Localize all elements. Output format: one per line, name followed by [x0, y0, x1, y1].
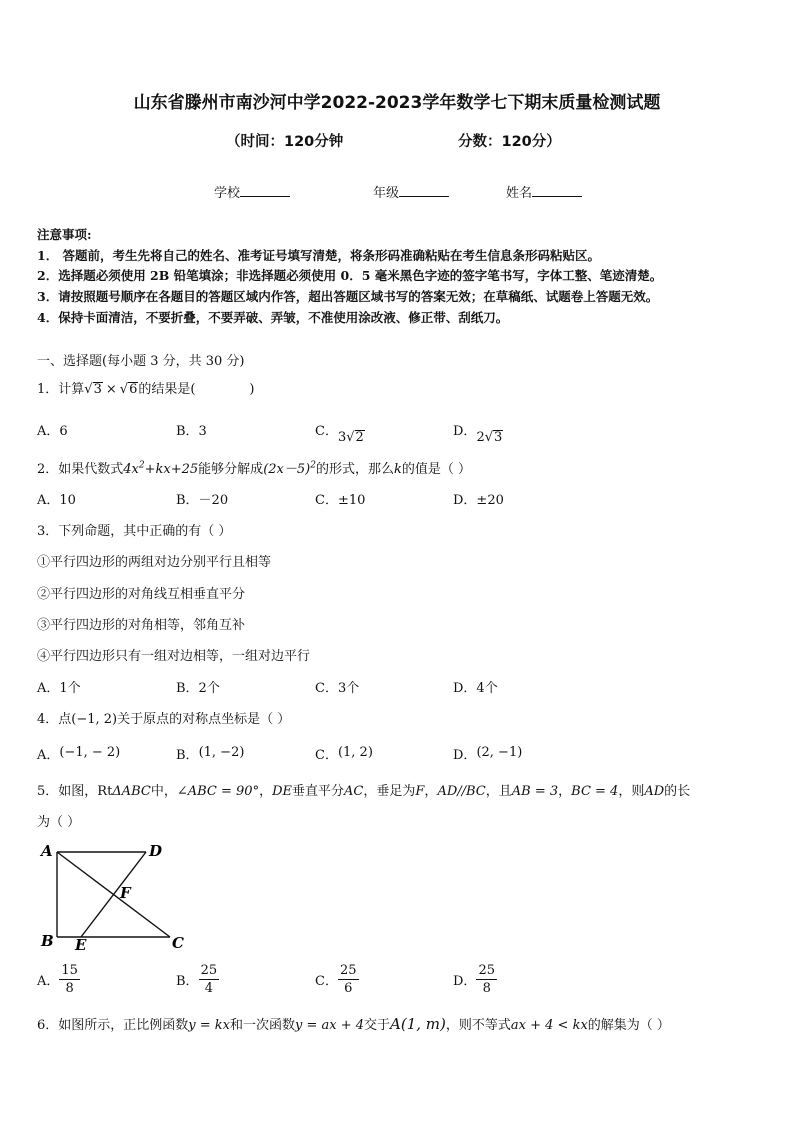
school-blank[interactable]: [240, 184, 290, 197]
q6-text: 交于: [364, 1018, 391, 1033]
q5-ad: AD: [644, 784, 665, 799]
q3-statement: ③平行四边形的对角相等，邻角互补: [37, 618, 246, 633]
option-label: D．: [453, 424, 477, 439]
option-q3-d[interactable]: D．4个: [453, 681, 498, 696]
q5-text: 5．如图，: [37, 784, 98, 799]
grade-field: [373, 182, 449, 201]
question-3-stem: 3．下列命题，其中正确的有（ ）: [37, 524, 232, 539]
option-q5-d[interactable]: [453, 962, 497, 997]
option-q5-b[interactable]: [176, 962, 219, 997]
option-q1-b[interactable]: B．3: [176, 424, 207, 439]
option-q1-d[interactable]: D．2√3: [453, 424, 503, 445]
option-value: (1, −2): [198, 745, 245, 760]
q5-rt: Rt: [97, 784, 113, 799]
q1-tail: 的结果是(: [138, 382, 196, 397]
option-q5-c[interactable]: [315, 962, 359, 997]
q2-k: k: [393, 462, 402, 477]
q6-inequality: ax + 4 < kx: [510, 1018, 588, 1033]
option-q4-a[interactable]: [37, 744, 120, 763]
segment-de: [81, 852, 146, 937]
q2-lead: 2．如果代数式: [37, 462, 124, 477]
fraction: $\frac{25}{4}$: [200, 963, 218, 996]
q5-text: 的长: [664, 784, 691, 799]
q2-mid: 能够分解成: [198, 462, 264, 477]
q2-expr1: $4x^2+kx+25$: [123, 460, 199, 477]
name-label: 姓名: [506, 186, 533, 201]
note-item: 1． 答题前，考生先将自己的姓名、准考证号填写清楚，将条形码准确粘贴在考生信息条形码粘贴区。: [37, 248, 601, 263]
note-item: 3．请按照题号顺序在各题目的答题区域内作答，超出答题区域书写的答案无效；在草稿纸、试题卷上答题无效。: [37, 289, 659, 304]
radicand: 3: [494, 430, 503, 445]
q2-expr2: $(2x-5)^2$: [263, 460, 316, 477]
q5-text: ，垂足为: [363, 784, 416, 799]
question-5-stem-line2: 为（ ）: [37, 815, 81, 830]
note-item: 4．保持卡面清洁，不要折叠，不要弄破、弄皱，不准使用涂改液、修正带、刮纸刀。: [37, 310, 509, 325]
label-f: F: [120, 884, 131, 902]
option-q4-d[interactable]: [453, 744, 522, 763]
coef: 2: [476, 430, 485, 445]
section-heading: 一、选择题(每小题 3 分，共 30 分): [37, 354, 245, 369]
page-title: 山东省滕州市南沙河中学2022-2023学年数学七下期末质量检测试题: [133, 93, 661, 113]
q3-statement: ②平行四边形的对角线互相垂直平分: [37, 587, 246, 602]
question-2-stem: [37, 458, 471, 477]
q6-text: 的解集为（ ）: [587, 1018, 670, 1033]
fraction: $\frac{25}{8}$: [478, 963, 495, 996]
exam-time: （时间：120分钟: [226, 134, 344, 150]
q1-times: ×: [105, 382, 117, 397]
option-q4-c[interactable]: [315, 744, 373, 763]
q5-text: ，: [424, 784, 438, 799]
fraction: $\frac{25}{6}$: [339, 963, 357, 996]
q4-point: (−1, 2): [71, 712, 118, 727]
label-e: E: [75, 936, 87, 954]
coef: 3: [337, 430, 347, 445]
q6-text: 6．如图所示，正比例函数: [37, 1018, 189, 1033]
q6-f1: y = kx: [188, 1018, 230, 1033]
option-value: (1, 2): [337, 745, 373, 760]
q5-triangle: ΔABC: [112, 784, 151, 799]
label-c: C: [172, 934, 184, 952]
option-q3-a[interactable]: A．1个: [37, 681, 81, 696]
option-label: D．: [453, 974, 477, 989]
grade-blank[interactable]: [399, 184, 449, 197]
name-field: [506, 182, 582, 201]
q2-tail1: 的形式，那么: [315, 462, 394, 477]
option-q3-c[interactable]: C．3个: [315, 681, 360, 696]
q5-text: 垂直平分: [292, 784, 345, 799]
q6-f2: y = ax + 4: [295, 1018, 365, 1033]
q4-lead: 4．点: [37, 712, 72, 727]
q1-close: ): [249, 382, 255, 397]
notes-heading: 注意事项:: [37, 227, 92, 242]
option-q2-d[interactable]: D．±20: [453, 493, 504, 508]
q5-text: ，则: [618, 784, 645, 799]
option-label: C．: [315, 424, 338, 439]
q1-lead: 1．计算: [37, 382, 85, 397]
option-q5-a[interactable]: [37, 962, 80, 997]
option-label: A．: [37, 748, 60, 763]
option-value: (2, −1): [476, 745, 523, 760]
q5-angle: ∠ABC = 90°: [176, 784, 260, 799]
option-label: C．: [315, 748, 338, 763]
question-1-stem: [37, 378, 255, 397]
q6-point: A(1, m): [390, 1015, 446, 1033]
q3-statement: ④平行四边形只有一组对边相等，一组对边平行: [37, 649, 311, 664]
option-label: A．: [37, 974, 60, 989]
exam-score: 分数：120分）: [458, 134, 561, 150]
option-q2-b[interactable]: B．－20: [176, 493, 229, 508]
label-d: D: [149, 842, 163, 860]
option-q3-b[interactable]: B．2个: [176, 681, 220, 696]
q5-text: 中，: [150, 784, 177, 799]
grade-label: 年级: [373, 186, 400, 201]
note-item: 2．选择题必须使用 2B 铅笔填涂；非选择题必须使用 0．5 毫米黑色字迹的签字笔书写，字体工整、笔迹清楚。: [37, 268, 663, 283]
option-label: D．: [453, 748, 477, 763]
option-q1-a[interactable]: A．6: [37, 424, 68, 439]
q5-ac: AC: [344, 784, 364, 799]
q5-text: ，且: [485, 784, 512, 799]
option-label: C．: [315, 974, 338, 989]
label-b: B: [41, 932, 54, 950]
q5-text: ，: [259, 784, 273, 799]
q1-sqrt3: √3: [84, 382, 102, 397]
q3-statement: ①平行四边形的两组对边分别平行且相等: [37, 555, 272, 570]
option-value: (−1, − 2): [59, 745, 121, 760]
option-label: B．: [176, 974, 199, 989]
school-label: 学校: [214, 186, 241, 201]
question-6-stem: [37, 1014, 670, 1033]
q6-text: 和一次函数: [230, 1018, 296, 1033]
q5-bc: BC = 4: [571, 784, 619, 799]
q6-text: ，则不等式: [445, 1018, 511, 1033]
q2-tail2: 的值是（ ）: [401, 462, 471, 477]
option-label: B．: [176, 748, 199, 763]
radicand: 2: [355, 430, 364, 445]
option-q2-c[interactable]: C．±10: [315, 493, 366, 508]
q5-text: ，: [558, 784, 572, 799]
q5-geometry-figure: [36, 838, 196, 954]
q5-de: DE: [272, 784, 293, 799]
q5-f: F: [415, 784, 425, 799]
q1-sqrt6: √6: [119, 382, 138, 397]
option-q2-a[interactable]: A．10: [37, 493, 76, 508]
option-q1-c[interactable]: C．3√2: [315, 424, 364, 445]
fraction: $\frac{15}{8}$: [61, 963, 78, 996]
option-q4-b[interactable]: [176, 744, 244, 763]
name-blank[interactable]: [532, 184, 582, 197]
q4-tail: 关于原点的对称点坐标是（ ）: [117, 712, 291, 727]
school-field: [214, 182, 290, 201]
label-a: A: [41, 842, 53, 860]
q5-parallel: AD//BC: [437, 784, 486, 799]
question-4-stem: [37, 708, 290, 727]
question-5-stem: [37, 780, 690, 799]
q5-ab: AB = 3: [511, 784, 559, 799]
